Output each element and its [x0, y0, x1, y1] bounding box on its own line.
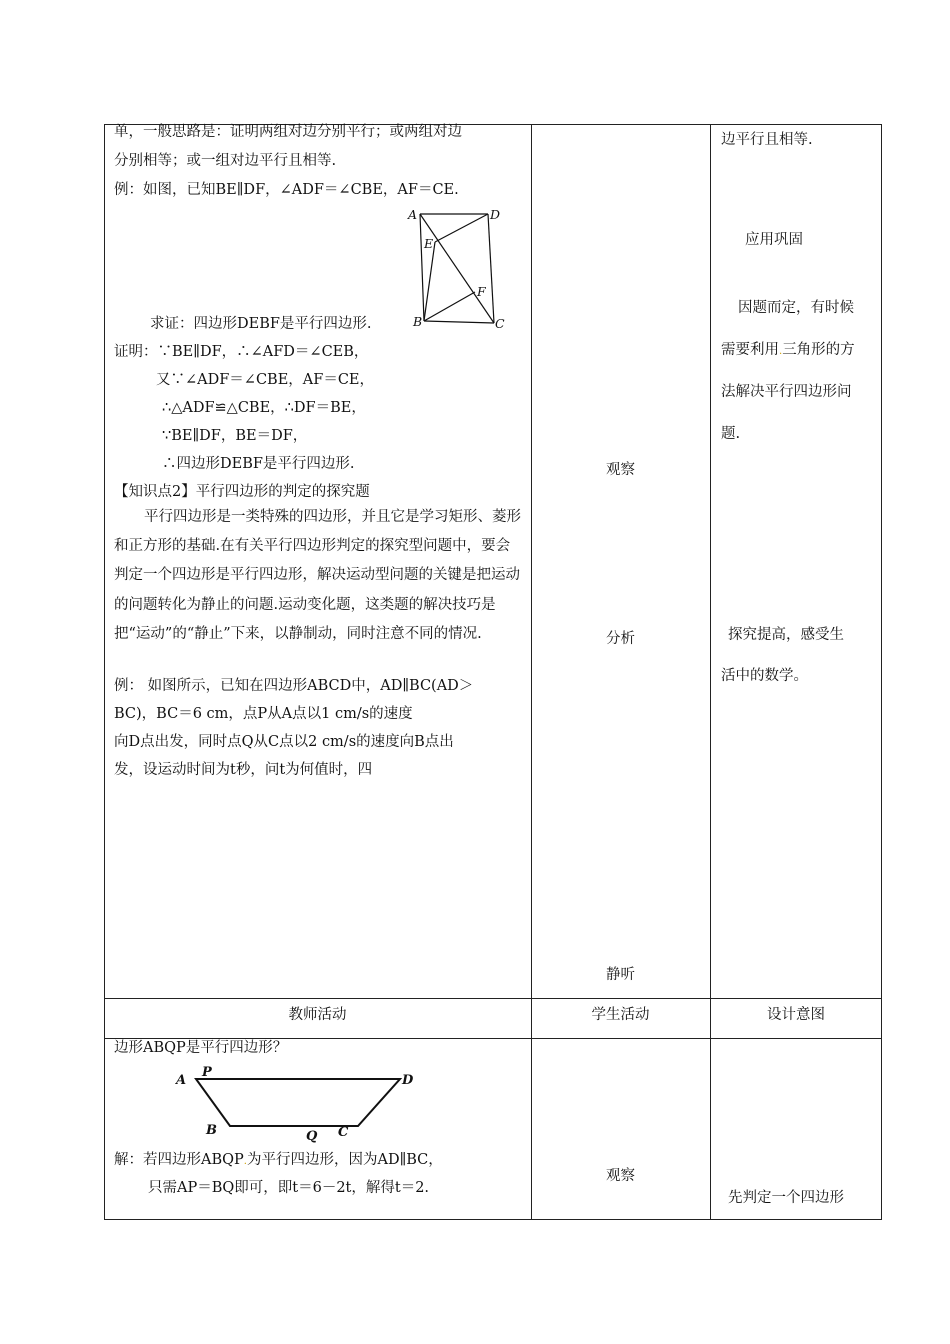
prove-statement: 求证：四边形DEBF是平行四边形. — [150, 316, 372, 332]
row-divider-1 — [104, 998, 882, 999]
intro-line-2: 分别相等；或一组对边平行且相等. — [114, 153, 337, 169]
knowledge-paragraph: 平行四边形是一类特殊的四边形，并且它是学习矩形、菱形和正方形的基础.在有关平行四边形判定的探究型问题中，要会判定一个四边形是平行四边形，解决运动型问题的关键是把运动的问题转化为静止的问题.运动变化题，这类题的解决技巧是把“运动”的“静止”下来，以静制动，同时注意不同的情况. — [114, 509, 521, 642]
solution-line-1b: 为平行四边形，因为AD∥BC， — [246, 1152, 443, 1168]
row3-line-1: 边形ABQP是平行四边形？ — [114, 1040, 288, 1056]
design-apply: 应用巩固 — [745, 232, 803, 248]
header-student-activity: 学生活动 — [591, 1007, 650, 1023]
fig2-label-d: D — [402, 1073, 414, 1088]
fig1-segment-bf — [424, 292, 475, 321]
fig1-label-d: D — [490, 207, 501, 222]
row3-student-observe: 观察 — [606, 1168, 635, 1184]
student-observe: 观察 — [606, 462, 635, 478]
solution-line-1a: 解：若四边形ABQP — [114, 1152, 244, 1168]
fig1-label-b: B — [413, 314, 423, 329]
design-p2-line-1: 探究提高，感受生 — [728, 627, 844, 643]
fig2-trapezoid — [196, 1079, 400, 1126]
example-2-line-1: 例： 如图所示，已知在四边形ABCD中，AD∥BC(AD＞ — [114, 678, 474, 694]
figure-trapezoid-abcd — [168, 1064, 430, 1146]
fig1-segment-ed — [435, 214, 488, 242]
fig2-label-c: C — [338, 1125, 349, 1140]
fig2-label-p: P — [202, 1065, 212, 1080]
design-p1-line-3: 法解决平行四边形问 — [721, 384, 852, 400]
fig1-label-a: A — [408, 207, 418, 222]
fig1-label-e: E — [424, 236, 434, 251]
design-p1-line-2a: 需要利用 — [721, 342, 779, 358]
column-divider-1 — [531, 124, 532, 1220]
intro-line-1: 单，一般思路是：证明两组对边分别平行；或两组对边 — [114, 124, 462, 140]
fig1-label-f: F — [477, 284, 486, 299]
solution-line-2: 只需AP＝BQ即可，即t＝6－2t，解得t＝2. — [148, 1180, 430, 1196]
mark-dot: . — [779, 346, 783, 357]
design-line-1: 边平行且相等. — [721, 132, 813, 148]
fig1-segment-bc — [424, 321, 494, 323]
design-p1-line-2 — [721, 336, 855, 366]
fig1-segment-ab — [420, 214, 424, 321]
fig1-segment-dc — [488, 214, 494, 323]
proof-line-2: 又∵∠ADF＝∠CBE，AF＝CE， — [156, 372, 375, 388]
design-p1-line-4: 题. — [721, 426, 741, 442]
design-p1-line-2b: 三角形的方 — [782, 342, 855, 358]
header-teacher-activity: 教师活动 — [288, 1007, 347, 1023]
mark-dot-2: . — [243, 1156, 247, 1167]
header-design-intent: 设计意图 — [767, 1007, 825, 1023]
proof-line-3: ∴△ADF≌△CBE，∴DF＝BE， — [162, 400, 366, 416]
example-2-line-2: BC)，BC＝6 cm，点P从A点以1 cm/s的速度 — [114, 706, 413, 722]
fig2-label-a: A — [176, 1073, 187, 1088]
solution-line-1 — [114, 1146, 443, 1176]
fig2-label-q: Q — [306, 1129, 318, 1144]
figure-parallelogram-debf — [404, 204, 516, 334]
fig1-segment-eb — [424, 242, 435, 321]
example-2-line-4: 发，设运动时间为t秒，问t为何值时，四 — [114, 762, 373, 778]
column-divider-2 — [710, 124, 711, 1220]
student-listen: 静听 — [606, 967, 635, 983]
fig2-label-b: B — [206, 1123, 217, 1138]
proof-line-4: ∵BE∥DF，BE＝DF， — [162, 428, 308, 444]
knowledge-point-title: 【知识点2】平行四边形的判定的探究题 — [114, 484, 370, 500]
example-2-line-3: 向D点出发，同时点Q从C点以2 cm/s的速度向B点出 — [114, 734, 454, 750]
example-1: 例：如图，已知BE∥DF，∠ADF＝∠CBE，AF＝CE. — [114, 182, 459, 198]
proof-line-5: ∴四边形DEBF是平行四边形. — [162, 456, 355, 472]
design-p1-line-1: 因题而定，有时候 — [738, 300, 854, 316]
student-analyze: 分析 — [606, 631, 635, 647]
row3-design-line-1: 先判定一个四边形 — [728, 1190, 844, 1206]
fig1-label-c: C — [495, 316, 505, 331]
design-p2-line-2: 活中的数学。 — [721, 668, 808, 684]
proof-line-1: 证明：∵BE∥DF，∴∠AFD＝∠CEB， — [114, 344, 369, 360]
